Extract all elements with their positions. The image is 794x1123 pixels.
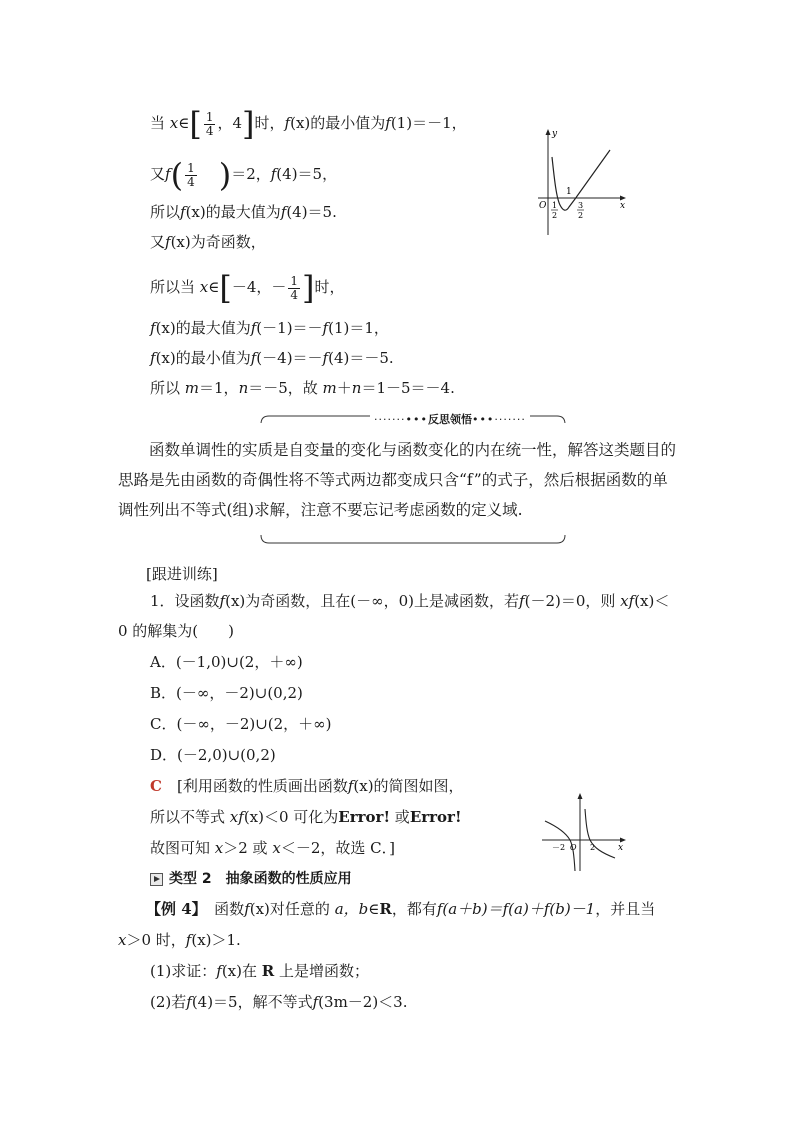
text: (x)的最大值为	[185, 203, 281, 221]
text: (1)＝1，	[328, 319, 389, 337]
var-f: f	[150, 349, 156, 367]
solution-line-7	[150, 348, 394, 368]
var-f: f	[219, 592, 226, 610]
solution-line-2	[150, 156, 338, 194]
reflection-text: 函数单调性的实质是自变量的变化与函数变化的内在统一性，解答这类题目的思路是先由函数的奇偶性将不等式两边都变成只含“f”的式子，然后根据函数的单调性列出不等式(组)求解，注意不要忘记考虑函数的定义域.	[118, 441, 677, 519]
solution-line-3	[150, 202, 337, 222]
text: ∈	[178, 114, 190, 132]
var-f: f	[312, 993, 319, 1011]
origin-label: O	[539, 201, 547, 211]
var-f: f	[244, 900, 250, 918]
var-f: f	[186, 993, 192, 1011]
text: ＝2，	[231, 165, 271, 183]
y-axis-arrow	[578, 793, 583, 799]
right-bracket: ]	[302, 269, 315, 307]
numerator: 1	[290, 273, 299, 288]
reflection-title-text: 反思领悟	[427, 413, 472, 426]
var-x: x	[620, 592, 629, 610]
reflection-box-bottom	[260, 534, 566, 544]
function-graph-2	[540, 793, 630, 873]
text: (－2)＝0，则	[524, 592, 621, 610]
option-d: D．(－2,0)∪(0,2)	[150, 746, 276, 764]
left-bracket: [	[189, 105, 202, 143]
var-f: f	[519, 592, 525, 610]
var-f: f	[322, 319, 329, 337]
var-f: f	[250, 349, 257, 367]
solution-line-1	[150, 105, 467, 143]
three-half-denominator: 2	[578, 211, 584, 220]
numerator: 1	[205, 109, 214, 124]
x-axis-arrow	[620, 196, 626, 201]
numerator: 1	[187, 160, 195, 175]
var-f: f	[238, 808, 244, 826]
var-f: f	[628, 592, 635, 610]
var-f: f	[270, 165, 277, 183]
var-m: m	[184, 379, 200, 397]
error-text: Error!	[338, 808, 391, 826]
y-axis-arrow	[546, 129, 551, 135]
text: ＝1，	[199, 379, 239, 397]
left-bracket: [	[219, 269, 232, 307]
left-paren: (	[170, 156, 184, 194]
var-f: f	[250, 319, 257, 337]
var-f: f	[280, 203, 287, 221]
var-f: f	[216, 962, 222, 980]
option-a: A．(－1,0)∪(2，＋∞)	[150, 653, 303, 671]
option-c: C．(－∞，－2)∪(2，＋∞)	[150, 715, 332, 733]
origin-label: O	[570, 843, 577, 852]
text: 又	[150, 165, 166, 183]
fraction-one-quarter	[185, 162, 197, 189]
var-f: f	[150, 319, 156, 337]
text: (2)若	[150, 993, 187, 1011]
text: (－4)＝－	[256, 349, 323, 367]
reflection-title	[370, 411, 530, 427]
var-f: f	[284, 114, 291, 132]
y-label: y	[552, 129, 558, 139]
solution-line-4	[150, 232, 266, 252]
example-line-1	[146, 899, 655, 919]
text: 时，	[314, 278, 345, 296]
text: 当	[150, 114, 170, 132]
var-x: x	[169, 114, 179, 132]
text: (－1)＝－	[256, 319, 323, 337]
set-R: R	[261, 962, 275, 980]
text: ＝1－5＝－4.	[361, 379, 455, 397]
text: (4)＝－5.	[328, 349, 394, 367]
var-f: f	[322, 349, 329, 367]
text: (x)的最大值为	[155, 319, 251, 337]
denominator: 4	[290, 287, 299, 302]
solution-line-6	[150, 318, 389, 338]
text: 所以当	[150, 278, 200, 296]
var-f: f	[385, 114, 391, 132]
example-line-2	[118, 930, 241, 950]
option-b: B．(－∞，－2)∪(0,2)	[150, 684, 303, 702]
var-n: n	[351, 379, 362, 397]
text: 1．设函数	[150, 592, 220, 610]
text: 函数	[199, 900, 245, 918]
x-label: x	[620, 201, 626, 211]
text: (x)为奇函数，且在(－∞，0)上是减函数，若	[225, 592, 520, 610]
example-line-4	[150, 992, 408, 1012]
label-two: 2	[590, 843, 596, 852]
text: (x)＜0 可化为	[243, 808, 339, 826]
text: (x)在	[221, 962, 262, 980]
var-f: f	[347, 777, 354, 795]
text: 又	[150, 233, 166, 251]
var-x: x	[118, 931, 127, 949]
text: (x)对任意的	[249, 900, 335, 918]
text: (x)的最小值为	[155, 349, 251, 367]
text: (1)＝－1，	[390, 114, 467, 132]
title-dots-left: ·······•••	[374, 413, 428, 426]
var-f: f	[180, 203, 186, 221]
vars-ab: a，b	[334, 900, 369, 918]
var-x: x	[229, 808, 239, 826]
section-heading	[150, 868, 352, 889]
var-x: x	[199, 278, 209, 296]
practice-header: [跟进训练]	[146, 565, 218, 583]
var-f: f	[185, 931, 192, 949]
label-one: 1	[566, 187, 572, 197]
label-neg-two: －2	[552, 843, 566, 852]
text: [利用函数的性质画出函数	[176, 777, 348, 795]
text: 所以	[150, 203, 181, 221]
text: ＞2 或	[223, 839, 273, 857]
text: 上是增函数；	[274, 962, 369, 980]
var-m: m	[322, 379, 337, 397]
fraction-one-quarter	[288, 275, 300, 302]
title-dots-right: •••·······	[471, 413, 526, 426]
text: ∈	[208, 278, 220, 296]
text: (x)为奇函数，	[170, 233, 266, 251]
text: (1)求证：	[150, 962, 217, 980]
answer-line-1	[150, 776, 464, 796]
answer-line-3	[150, 838, 395, 858]
text: (x)的简图如图，	[353, 777, 464, 795]
text: 所以	[150, 379, 185, 397]
right-paren: )	[218, 156, 232, 194]
text: ∈	[368, 900, 380, 918]
set-R: R	[379, 900, 392, 918]
text: －4，－	[231, 278, 287, 296]
solution-line-8	[150, 378, 455, 398]
solution-line-5	[150, 269, 345, 307]
text: (4)＝5.	[286, 203, 337, 221]
text: ＝－5，故	[248, 379, 323, 397]
text: ＜－2，故选 C．]	[280, 839, 395, 857]
x-axis-arrow	[620, 838, 626, 843]
var-f: f	[165, 233, 171, 251]
example-tag: 【例 4】	[146, 900, 200, 918]
denominator: 4	[187, 174, 195, 189]
text: 或	[390, 808, 410, 826]
var-n: n	[238, 379, 249, 397]
section-label: 类型 2 抽象函数的性质应用	[169, 871, 352, 887]
text: ，4	[217, 114, 243, 132]
play-icon	[150, 873, 163, 886]
text: (3m－2)＜3.	[318, 993, 408, 1011]
fraction-one-quarter	[204, 111, 216, 138]
answer-letter: C	[150, 777, 162, 795]
var-f: f	[165, 165, 171, 183]
answer-line-2	[150, 807, 462, 827]
question-1-line-2: 0 的解集为( )	[118, 622, 235, 640]
equation: f(a＋b)＝f(a)＋f(b)－1	[436, 900, 596, 918]
text: (x)的最小值为	[290, 114, 386, 132]
text: 时，	[254, 114, 285, 132]
text: ，都有	[391, 900, 437, 918]
text: 故图可知	[150, 839, 215, 857]
right-bracket: ]	[242, 105, 255, 143]
example-line-3	[150, 961, 369, 981]
x-label: x	[618, 843, 624, 853]
text: ，并且当	[595, 900, 656, 918]
denominator: 4	[205, 123, 214, 138]
text: ＞0 时，	[126, 931, 186, 949]
half-numerator: 1	[552, 201, 558, 210]
var-x: x	[272, 839, 281, 857]
text: (x)＜	[634, 592, 670, 610]
text: 所以不等式	[150, 808, 230, 826]
three-half-numerator: 3	[578, 201, 584, 210]
text: (x)＞1.	[191, 931, 241, 949]
var-x: x	[214, 839, 224, 857]
half-denominator: 2	[552, 211, 558, 220]
question-1-line-1	[150, 591, 669, 611]
function-graph-1	[530, 125, 630, 240]
text: (4)＝5，	[276, 165, 338, 183]
text: ＋	[336, 379, 352, 397]
text: (4)＝5，解不等式	[191, 993, 313, 1011]
error-text: Error!	[409, 808, 462, 826]
